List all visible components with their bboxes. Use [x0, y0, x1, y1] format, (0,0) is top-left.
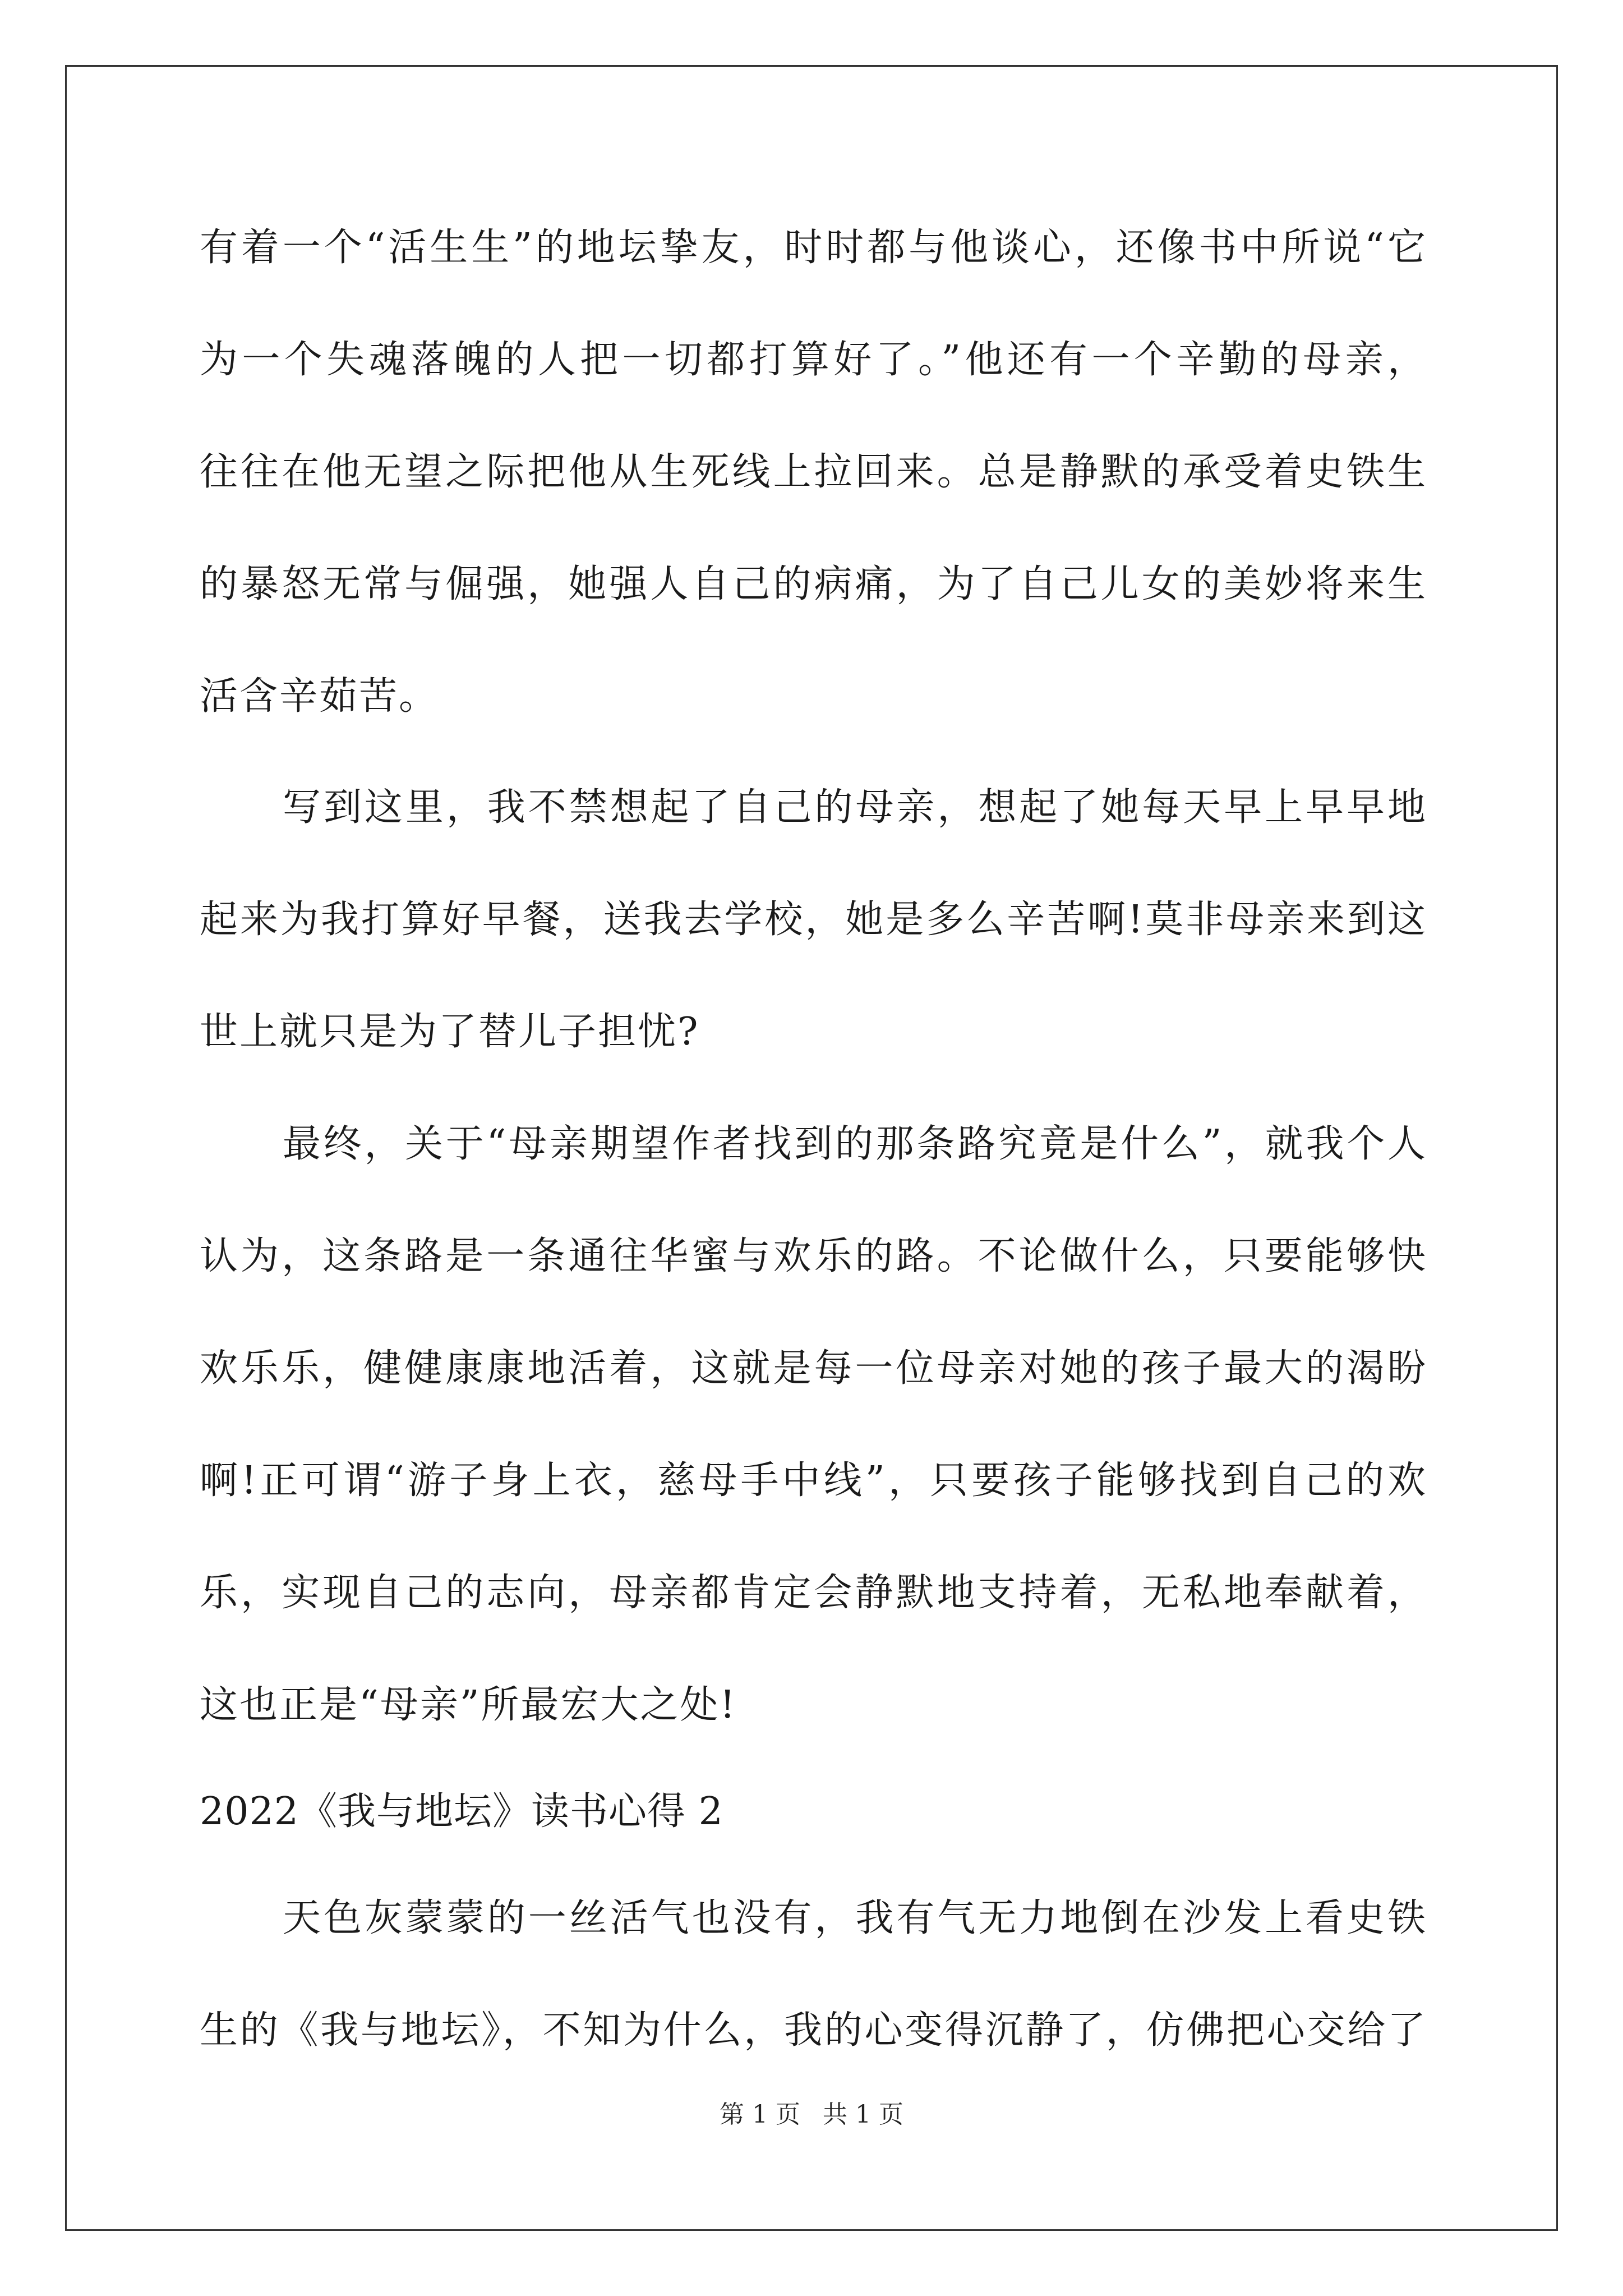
paragraph-line: 有着一个“活生生”的地坛挚友，时时都与他谈心，还像书中所说“它	[200, 226, 1426, 270]
paragraph-line: 最终，关于“母亲期望作者找到的那条路究竟是什么”，就我个人	[283, 1122, 1426, 1166]
section-heading: 2022《我与地坛》读书心得 2	[200, 1789, 723, 1834]
paragraph-line: 写到这里，我不禁想起了自己的母亲，想起了她每天早上早早地	[283, 785, 1426, 830]
page-total: 共 1 页	[823, 2100, 903, 2129]
paragraph-line: 欢乐乐，健健康康地活着，这就是每一位母亲对她的孩子最大的渴盼	[200, 1346, 1426, 1391]
page-footer	[0, 2098, 1623, 2132]
paragraph-line: 天色灰蒙蒙的一丝活气也没有，我有气无力地倒在沙发上看史铁	[283, 1896, 1426, 1940]
paragraph-line: 往往在他无望之际把他从生死线上拉回来。总是静默的承受着史铁生	[200, 450, 1426, 494]
paragraph-line: 活含辛茹苦。	[200, 674, 439, 719]
paragraph-line: 为一个失魂落魄的人把一切都打算好了。”他还有一个辛勤的母亲，	[200, 338, 1426, 382]
paragraph-line: 生的《我与地坛》，不知为什么，我的心变得沉静了，仿佛把心交给了	[200, 2008, 1426, 2053]
paragraph-line: 乐，实现自己的志向，母亲都肯定会静默地支持着，无私地奉献着，	[200, 1571, 1426, 1615]
paragraph-line: 的暴怒无常与倔强，她强人自己的病痛，为了自己儿女的美妙将来生	[200, 562, 1426, 606]
paragraph-line: 啊!正可谓“游子身上衣，慈母手中线”，只要孩子能够找到自己的欢	[200, 1458, 1426, 1503]
paragraph-line: 起来为我打算好早餐，送我去学校，她是多么辛苦啊!莫非母亲来到这	[200, 898, 1426, 942]
paragraph-line: 世上就只是为了替儿子担忧?	[200, 1010, 700, 1054]
paragraph-line: 这也正是“母亲”所最宏大之处!	[200, 1683, 737, 1727]
page-number: 第 1 页	[720, 2100, 800, 2129]
paragraph-line: 认为，这条路是一条通往华蜜与欢乐的路。不论做什么，只要能够快	[200, 1234, 1426, 1278]
